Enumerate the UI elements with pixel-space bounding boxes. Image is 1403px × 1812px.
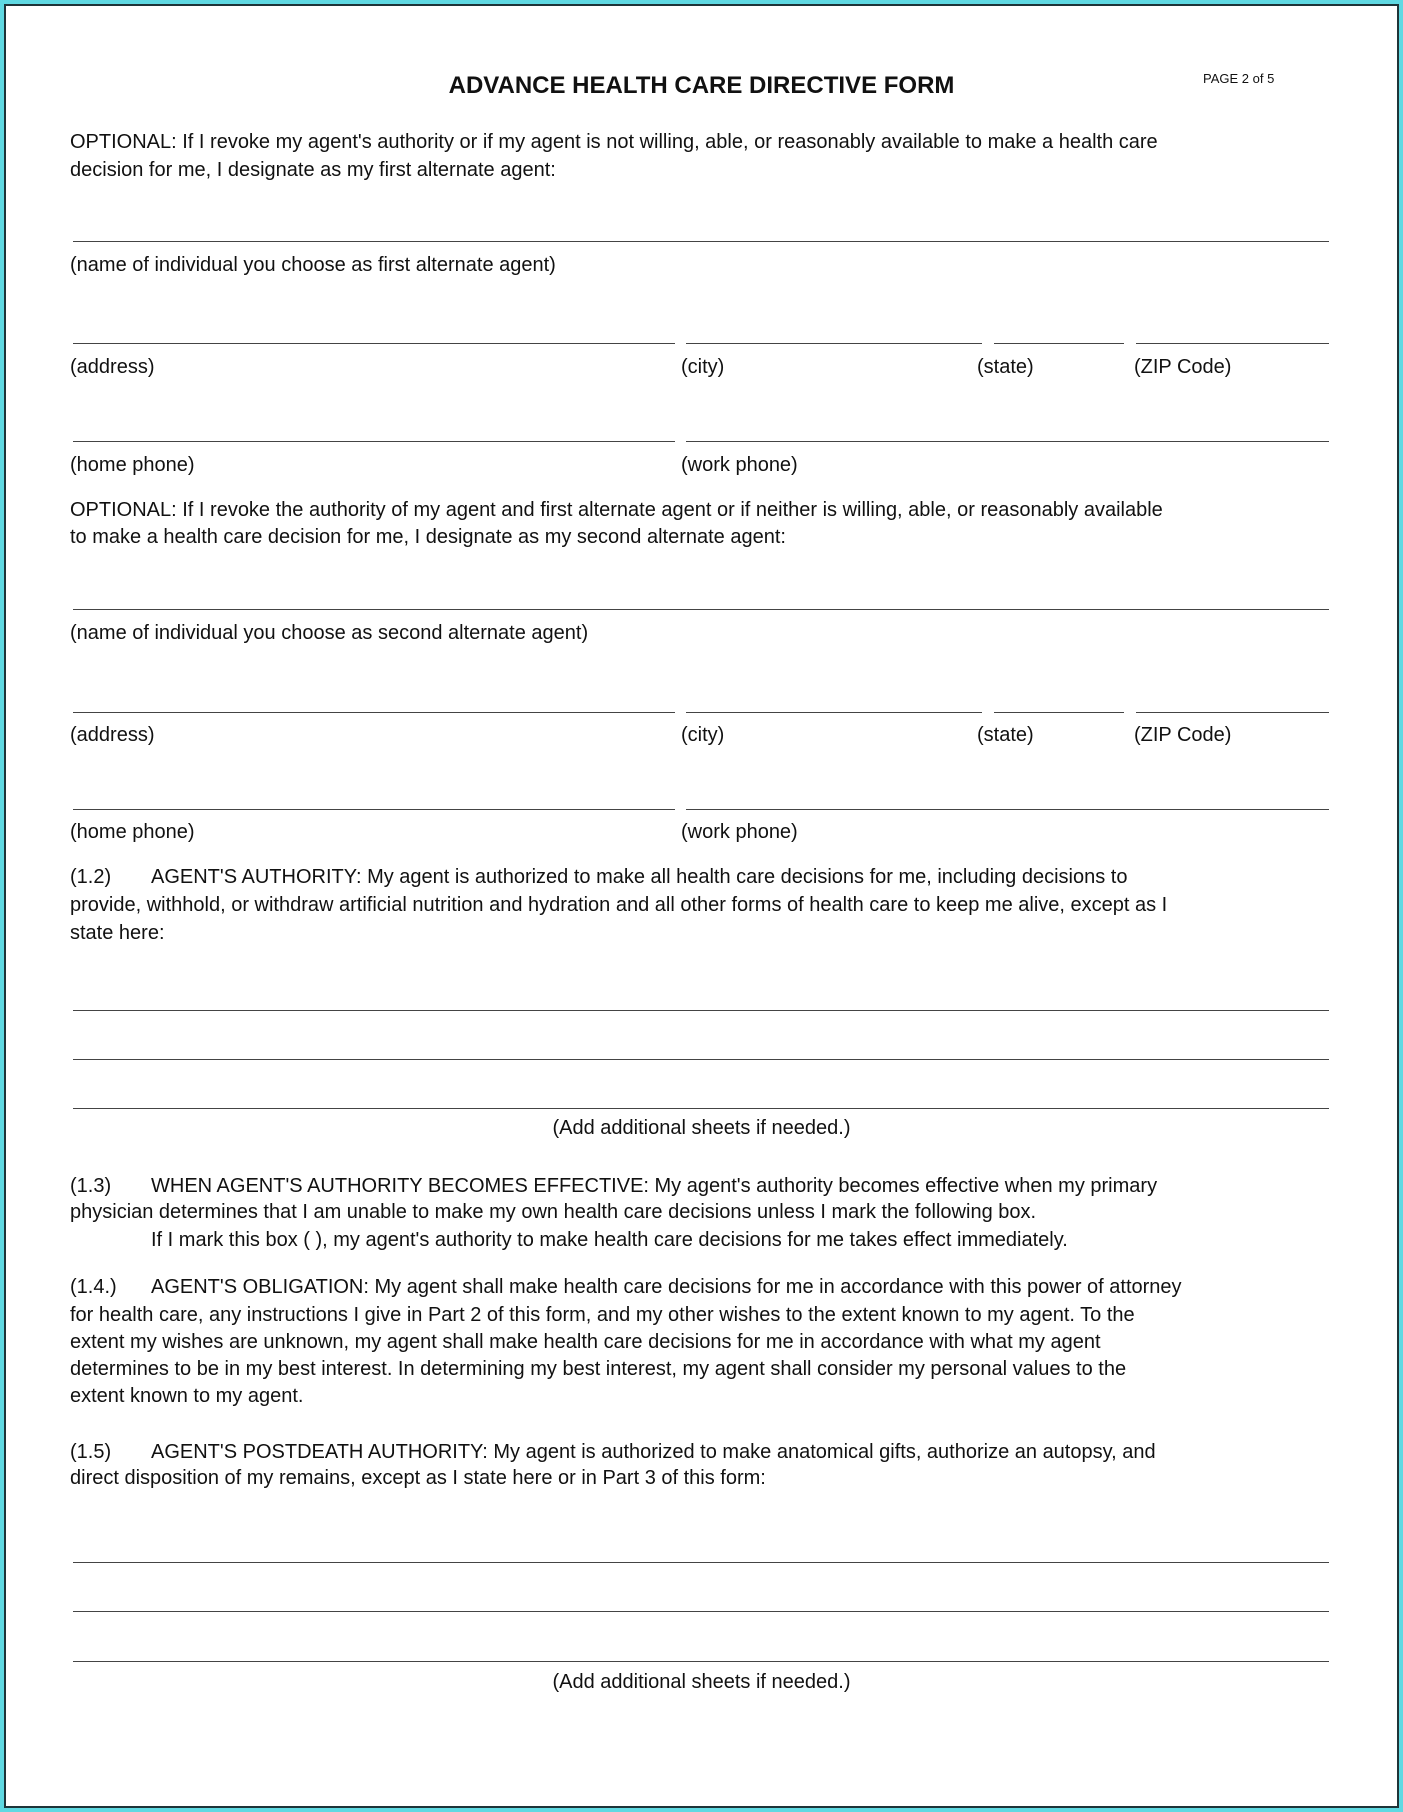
alt2-text-line: to make a health care decision for me, I designate as my second alternate agent: — [70, 526, 786, 548]
alt2-city-label: (city) — [681, 724, 725, 746]
section-1-4-text: for health care, any instructions I give in Part 2 of this form, and my other wishes to the extent known to my agent. To the — [70, 1304, 1135, 1326]
alt1-work-phone-label: (work phone) — [681, 454, 798, 476]
alt2-home-phone-label: (home phone) — [70, 821, 195, 843]
alt2-text-line: OPTIONAL: If I revoke the authority of my agent and first alternate agent or if neither is willing, able, or reasonably available — [70, 499, 1163, 521]
alt2-name-field[interactable] — [73, 609, 1329, 610]
section-1-2-text: AGENT'S AUTHORITY: My agent is authorized to make all health care decisions for me, including decisions to — [151, 866, 1128, 888]
additional-sheets-note: (Add additional sheets if needed.) — [552, 1117, 851, 1139]
alt2-state-field[interactable] — [994, 712, 1124, 713]
alt1-home-phone-field[interactable] — [73, 441, 675, 442]
alt1-state-label: (state) — [977, 356, 1034, 378]
section-1-4-text: extent known to my agent. — [70, 1385, 304, 1407]
section-1-2-text: provide, withhold, or withdraw artificial nutrition and hydration and all other forms of health care to keep me alive, except as I — [70, 894, 1168, 916]
alt2-state-label: (state) — [977, 724, 1034, 746]
alt2-zip-field[interactable] — [1136, 712, 1329, 713]
alt2-name-label: (name of individual you choose as second alternate agent) — [70, 622, 589, 644]
section-1-4-text: determines to be in my best interest. In determining my best interest, my agent shall consider my personal values to the — [70, 1358, 1127, 1380]
section-1-3-number: (1.3) — [70, 1175, 112, 1197]
alt2-work-phone-field[interactable] — [686, 809, 1329, 810]
alt2-address-label: (address) — [70, 724, 155, 746]
section-1-4-number: (1.4.) — [70, 1276, 117, 1298]
section-1-3-text: WHEN AGENT'S AUTHORITY BECOMES EFFECTIVE: My agent's authority becomes effective when my primary — [151, 1175, 1158, 1197]
section-1-5-text: direct disposition of my remains, except as I state here or in Part 3 of this form: — [70, 1467, 766, 1489]
additional-sheets-note: (Add additional sheets if needed.) — [552, 1671, 851, 1693]
alt2-work-phone-label: (work phone) — [681, 821, 798, 843]
alt1-name-field[interactable] — [73, 241, 1329, 242]
alt1-home-phone-label: (home phone) — [70, 454, 195, 476]
section-1-5-text: AGENT'S POSTDEATH AUTHORITY: My agent is authorized to make anatomical gifts, authorize an autopsy, and — [151, 1441, 1156, 1463]
alt1-text-line: decision for me, I designate as my first alternate agent: — [70, 159, 556, 181]
exceptions-field-line[interactable] — [73, 1108, 1329, 1109]
postdeath-field-line[interactable] — [73, 1611, 1329, 1612]
section-1-2-text: state here: — [70, 922, 165, 944]
postdeath-field-line[interactable] — [73, 1661, 1329, 1662]
alt1-city-field[interactable] — [686, 343, 982, 344]
section-1-4-text: AGENT'S OBLIGATION: My agent shall make health care decisions for me in accordance with this power of attorney — [151, 1276, 1182, 1298]
alt1-address-field[interactable] — [73, 343, 675, 344]
alt2-city-field[interactable] — [686, 712, 982, 713]
alt1-zip-label: (ZIP Code) — [1134, 356, 1232, 378]
page-number: PAGE 2 of 5 — [1203, 71, 1275, 86]
alt1-work-phone-field[interactable] — [686, 441, 1329, 442]
section-1-3-checkbox-text[interactable]: If I mark this box ( ), my agent's authority to make health care decisions for me takes effect immediately. — [151, 1229, 1068, 1251]
form-title: ADVANCE HEALTH CARE DIRECTIVE FORM — [448, 72, 955, 99]
section-1-3-text: physician determines that I am unable to make my own health care decisions unless I mark the following box. — [70, 1201, 1037, 1223]
exceptions-field-line[interactable] — [73, 1059, 1329, 1060]
alt1-address-label: (address) — [70, 356, 155, 378]
alt1-text-line: OPTIONAL: If I revoke my agent's authority or if my agent is not willing, able, or reasonably available to make a health care — [70, 131, 1158, 153]
section-1-4-text: extent my wishes are unknown, my agent shall make health care decisions for me in accordance with what my agent — [70, 1331, 1101, 1353]
section-1-2-number: (1.2) — [70, 866, 112, 888]
alt1-zip-field[interactable] — [1136, 343, 1329, 344]
postdeath-field-line[interactable] — [73, 1562, 1329, 1563]
alt2-address-field[interactable] — [73, 712, 675, 713]
alt2-zip-label: (ZIP Code) — [1134, 724, 1232, 746]
alt2-home-phone-field[interactable] — [73, 809, 675, 810]
exceptions-field-line[interactable] — [73, 1010, 1329, 1011]
alt1-name-label: (name of individual you choose as first alternate agent) — [70, 254, 556, 276]
alt1-city-label: (city) — [681, 356, 725, 378]
alt1-state-field[interactable] — [994, 343, 1124, 344]
section-1-5-number: (1.5) — [70, 1441, 112, 1463]
